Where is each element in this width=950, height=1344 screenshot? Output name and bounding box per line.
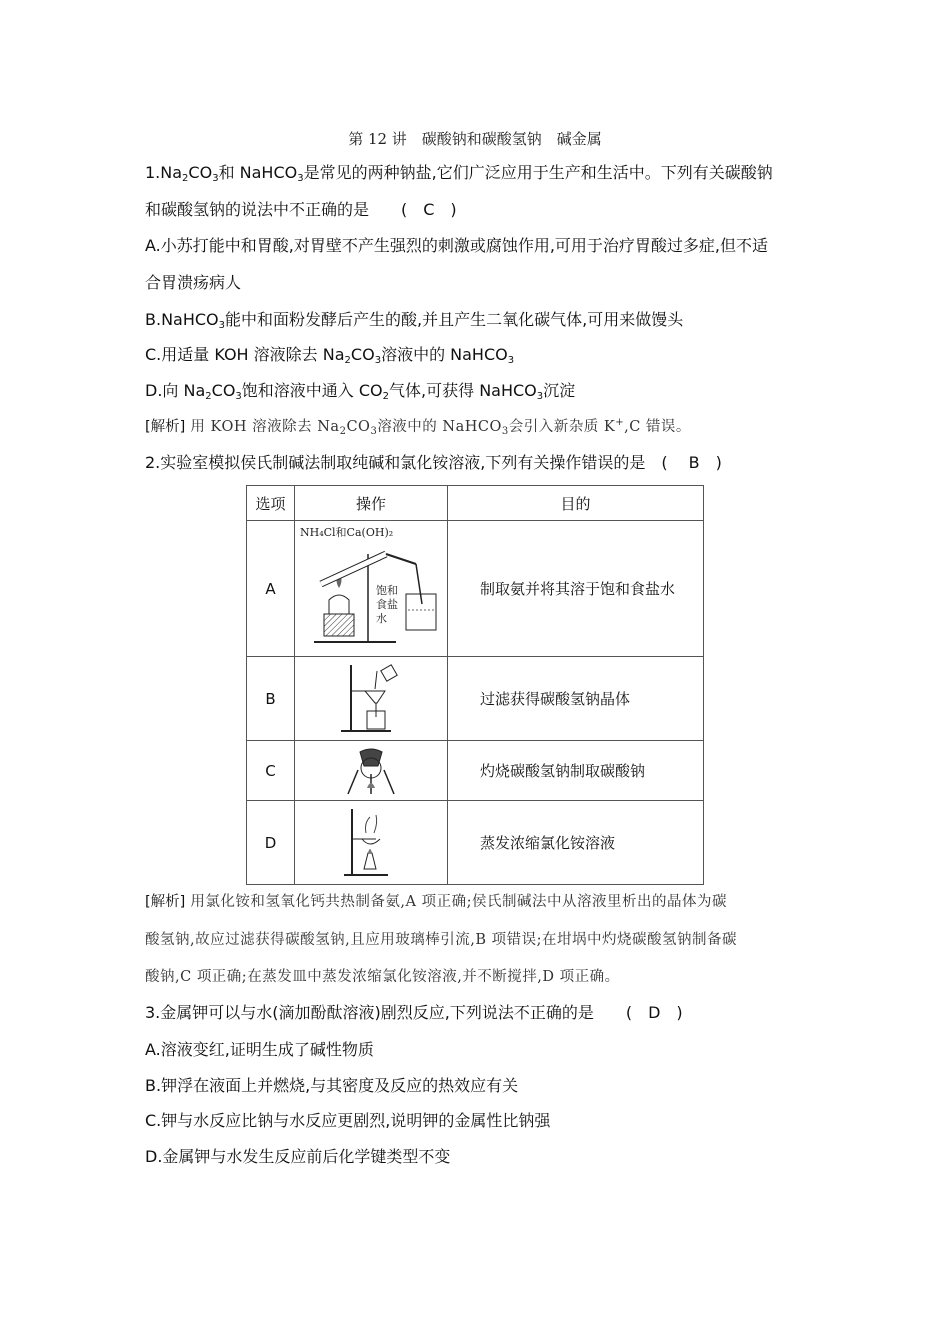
apparatus-filter-figure xyxy=(295,657,448,741)
saline-label-3: 水 xyxy=(376,611,387,625)
crucible-apparatus xyxy=(336,744,406,798)
table-row xyxy=(247,741,704,801)
apparatus-ammonia-figure xyxy=(295,521,448,657)
q1-option-a-line2: 合胃溃疡病人 xyxy=(145,273,242,292)
row-option: C xyxy=(247,741,295,801)
row-purpose: 制取氨并将其溶于饱和食盐水 xyxy=(448,521,704,657)
reagent-label: NH₄Cl和Ca(OH)₂ xyxy=(300,525,394,539)
page-title: 第 12 讲 碳酸钠和碳酸氢钠 碱金属 xyxy=(348,130,602,148)
q2-explanation-line2: 酸氢钠,故应过滤获得碳酸氢钠,且应用玻璃棒引流,B 项错误;在坩埚中灼烧碳酸氢钠制备碳 xyxy=(145,932,737,948)
q3-option-d: D.金属钾与水发生反应前后化学键类型不变 xyxy=(145,1147,451,1166)
q3-option-b: B.钾浮在液面上并燃烧,与其密度及反应的热效应有关 xyxy=(145,1076,519,1095)
q3-stem: 3.金属钾可以与水(滴加酚酞溶液)剧烈反应,下列说法不正确的是 ( D ) xyxy=(145,1003,683,1022)
q3-option-a: A.溶液变红,证明生成了碱性物质 xyxy=(145,1040,374,1059)
row-purpose: 灼烧碳酸氢钠制取碳酸钠 xyxy=(448,741,704,801)
row-option: A xyxy=(247,521,295,657)
row-purpose: 过滤获得碳酸氢钠晶体 xyxy=(448,657,704,741)
q1-stem-line1: $1.Na_2CO_3$和 NaHCO$_3$是常见的两种钠盐,它们广泛应用于生产和生活中。下列有关碳酸钠 xyxy=(145,163,773,184)
q3-option-c: C.钾与水反应比钠与水反应更剧烈,说明钾的金属性比钠强 xyxy=(145,1111,551,1130)
filtration-apparatus xyxy=(331,661,411,737)
q2-explanation-line3: 酸钠,C 项正确;在蒸发皿中蒸发浓缩氯化铵溶液,并不断搅拌,D 项正确。 xyxy=(145,969,620,985)
q1-option-d: D.向 $Na_2CO_3$饱和溶液中通入 $CO_2$气体,可获得 NaHCO$_3$沉淀 xyxy=(145,381,576,402)
q1-option-a-line1: A.小苏打能中和胃酸,对胃壁不产生强烈的刺激或腐蚀作用,可用于治疗胃酸过多症,但不适 xyxy=(145,236,769,255)
header-operation: 操作 xyxy=(295,486,448,521)
saline-label-1: 饱和 xyxy=(376,583,398,597)
ammonia-generation-apparatus xyxy=(296,524,446,654)
table-row xyxy=(247,657,704,741)
q1-stem-line2: 和碳酸氢钠的说法中不正确的是 ( C ) xyxy=(145,200,457,219)
header-purpose: 目的 xyxy=(448,486,704,521)
q1-option-c: C.用适量 KOH 溶液除去 $Na_2CO_3$溶液中的 NaHCO$_3$ xyxy=(145,345,515,366)
apparatus-evaporation-figure xyxy=(295,801,448,885)
q1-explanation: [解析] 用 KOH 溶液除去 $Na_2CO_3$溶液中的 NaHCO$_3$会引入新杂质 K+,C 错误。 xyxy=(145,417,691,437)
row-option: B xyxy=(247,657,295,741)
apparatus-crucible-figure xyxy=(295,741,448,801)
evaporation-apparatus xyxy=(336,805,406,881)
row-purpose: 蒸发浓缩氯化铵溶液 xyxy=(448,801,704,885)
q2-explanation-line1: [解析] 用氯化铵和氢氧化钙共热制备氨,A 项正确;侯氏制碱法中从溶液里析出的晶体为碳 xyxy=(145,894,728,910)
header-option: 选项 xyxy=(247,486,295,521)
table-header-row xyxy=(247,486,704,521)
options-table xyxy=(246,485,704,885)
q1-option-b: B.NaHCO$_3$能中和面粉发酵后产生的酸,并且产生二氧化碳气体,可用来做馒头 xyxy=(145,310,684,331)
table-row xyxy=(247,521,704,657)
q2-stem: 2.实验室模拟侯氏制碱法制取纯碱和氯化铵溶液,下列有关操作错误的是 ( B ) xyxy=(145,453,722,472)
table-row xyxy=(247,801,704,885)
saline-label-2: 食盐 xyxy=(376,597,398,611)
row-option: D xyxy=(247,801,295,885)
